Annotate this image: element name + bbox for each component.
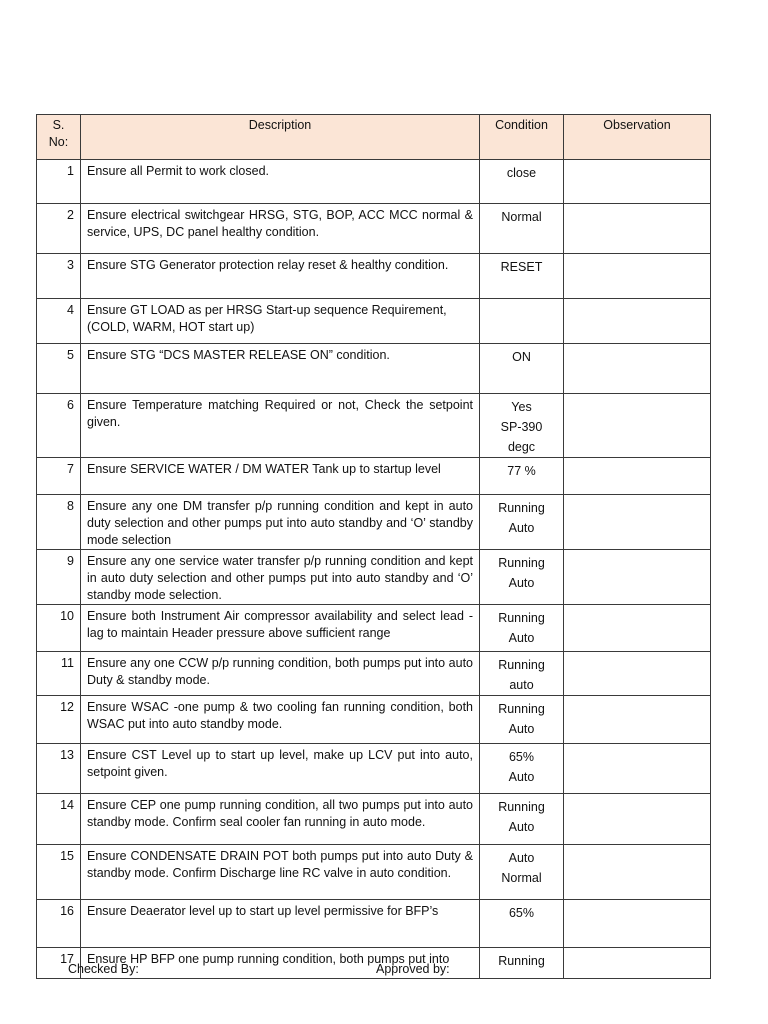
row-sno: 3 [37, 254, 81, 299]
approved-by-label: Approved by: [376, 962, 450, 976]
row-observation [564, 254, 711, 299]
row-observation [564, 458, 711, 495]
row-observation [564, 845, 711, 900]
row-observation [564, 794, 711, 845]
table-body [37, 160, 711, 979]
row-condition: close [480, 160, 564, 204]
row-observation [564, 948, 711, 979]
table-header [37, 115, 711, 160]
table-row [37, 744, 711, 794]
row-description: Ensure any one CCW p/p running condition, both pumps put into auto Duty & standby mode. [81, 652, 480, 696]
row-description: Ensure CONDENSATE DRAIN POT both pumps put into auto Duty & standby mode. Confirm Discharge line RC valve in auto condition. [81, 845, 480, 900]
row-condition: Running auto [480, 652, 564, 696]
table-row [37, 900, 711, 948]
row-condition: 65% [480, 900, 564, 948]
table-row [37, 299, 711, 344]
table-row [37, 204, 711, 254]
checked-by-label: Checked By: [68, 962, 139, 976]
row-observation [564, 344, 711, 394]
row-sno: 12 [37, 696, 81, 744]
table-row [37, 394, 711, 458]
row-condition: Running Auto [480, 605, 564, 652]
row-condition: Running Auto [480, 794, 564, 845]
header-observation: Observation [564, 115, 711, 160]
row-sno: 7 [37, 458, 81, 495]
row-description: Ensure HP BFP one pump running condition, both pumps put into [81, 948, 480, 979]
row-sno: 2 [37, 204, 81, 254]
header-row [37, 115, 711, 160]
row-sno: 9 [37, 550, 81, 605]
row-description: Ensure both Instrument Air compressor availability and select lead - lag to maintain Header pressure above sufficient range [81, 605, 480, 652]
row-condition [480, 299, 564, 344]
row-observation [564, 204, 711, 254]
header-sno: S. No: [37, 115, 81, 160]
row-description: Ensure SERVICE WATER / DM WATER Tank up to startup level [81, 458, 480, 495]
row-sno: 1 [37, 160, 81, 204]
row-observation [564, 652, 711, 696]
row-description: Ensure STG Generator protection relay reset & healthy condition. [81, 254, 480, 299]
row-observation [564, 550, 711, 605]
row-observation [564, 160, 711, 204]
table-row [37, 794, 711, 845]
table-row [37, 160, 711, 204]
checklist-table [36, 114, 711, 979]
table-row [37, 495, 711, 550]
row-condition: Yes SP-390 degc [480, 394, 564, 458]
table-row [37, 550, 711, 605]
row-observation [564, 394, 711, 458]
row-description: Ensure any one DM transfer p/p running condition and kept in auto duty selection and other pumps put into auto standby and ‘O’ standby mode selection [81, 495, 480, 550]
row-description: Ensure CEP one pump running condition, all two pumps put into auto standby mode. Confirm seal cooler fan running in auto mode. [81, 794, 480, 845]
row-condition: 77 % [480, 458, 564, 495]
row-description: Ensure WSAC -one pump & two cooling fan running condition, both WSAC put into auto standby mode. [81, 696, 480, 744]
row-sno: 13 [37, 744, 81, 794]
row-description: Ensure CST Level up to start up level, make up LCV put into auto, setpoint given. [81, 744, 480, 794]
table-row [37, 696, 711, 744]
row-sno: 17 [37, 948, 81, 979]
row-observation [564, 900, 711, 948]
row-sno: 6 [37, 394, 81, 458]
row-condition: Running Auto [480, 696, 564, 744]
row-sno: 11 [37, 652, 81, 696]
row-description: Ensure Deaerator level up to start up level permissive for BFP’s [81, 900, 480, 948]
row-description: Ensure Temperature matching Required or not, Check the setpoint given. [81, 394, 480, 458]
table-row [37, 605, 711, 652]
row-sno: 14 [37, 794, 81, 845]
row-sno: 8 [37, 495, 81, 550]
table-row [37, 652, 711, 696]
row-sno: 16 [37, 900, 81, 948]
row-observation [564, 605, 711, 652]
table-row [37, 254, 711, 299]
row-condition: Normal [480, 204, 564, 254]
row-sno: 5 [37, 344, 81, 394]
row-sno: 15 [37, 845, 81, 900]
row-condition: Running Auto [480, 495, 564, 550]
header-condition: Condition [480, 115, 564, 160]
row-observation [564, 495, 711, 550]
row-description: Ensure electrical switchgear HRSG, STG, BOP, ACC MCC normal & service, UPS, DC panel healthy condition. [81, 204, 480, 254]
row-observation [564, 299, 711, 344]
row-description: Ensure any one service water transfer p/p running condition and kept in auto duty selection and other pumps put into auto standby and ‘O’ standby mode selection. [81, 550, 480, 605]
row-description: Ensure GT LOAD as per HRSG Start-up sequence Requirement, (COLD, WARM, HOT start up) [81, 299, 480, 344]
row-condition: RESET [480, 254, 564, 299]
row-sno: 10 [37, 605, 81, 652]
header-description: Description [81, 115, 480, 160]
table-row [37, 458, 711, 495]
table-row [37, 845, 711, 900]
row-description: Ensure all Permit to work closed. [81, 160, 480, 204]
table-row [37, 344, 711, 394]
row-condition: 65% Auto [480, 744, 564, 794]
row-observation [564, 744, 711, 794]
row-condition: Auto Normal [480, 845, 564, 900]
row-description: Ensure STG “DCS MASTER RELEASE ON” condition. [81, 344, 480, 394]
row-condition: ON [480, 344, 564, 394]
row-sno: 4 [37, 299, 81, 344]
row-condition: Running Auto [480, 550, 564, 605]
row-condition: Running [480, 948, 564, 979]
row-observation [564, 696, 711, 744]
